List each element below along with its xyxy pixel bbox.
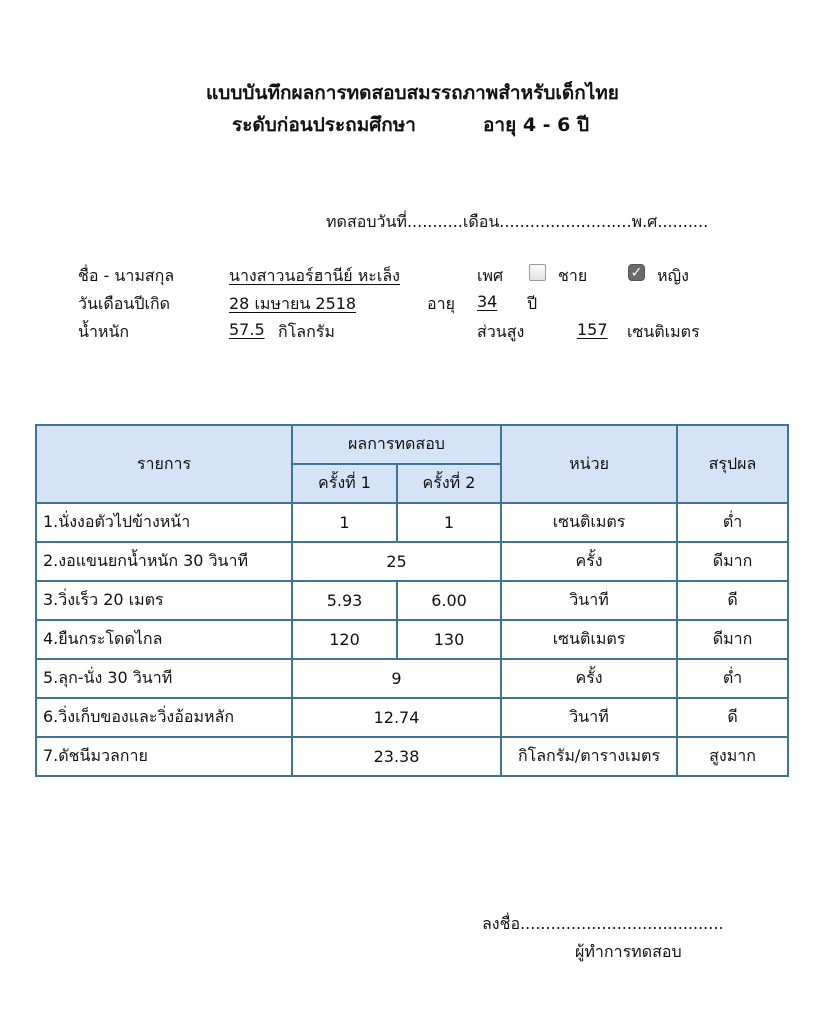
- table-row: [36, 542, 788, 581]
- row-summary: ดี: [677, 698, 788, 737]
- row-unit: วินาที: [501, 581, 677, 620]
- table-row: [36, 698, 788, 737]
- check-icon: ✓: [630, 265, 643, 281]
- female-label: หญิง: [657, 266, 689, 285]
- table-row: [36, 503, 788, 542]
- row-unit: ครั้ง: [501, 659, 677, 698]
- row-item: 2.งอแขนยกน้ำหนัก 30 วินาที: [36, 542, 292, 581]
- height-value: 157: [577, 320, 608, 339]
- weight-label: น้ำหนัก: [78, 322, 130, 341]
- row-try-2: 130: [397, 620, 501, 659]
- table-row: [36, 737, 788, 776]
- row-item: 1.นั่งงอตัวไปข้างหน้า: [36, 503, 292, 542]
- row-summary: ต่ำ: [677, 659, 788, 698]
- row-try-1: 5.93: [292, 581, 397, 620]
- row-item: 3.วิ่งเร็ว 20 เมตร: [36, 581, 292, 620]
- header-result: ผลการทดสอบ: [292, 425, 501, 464]
- results-table: [35, 424, 789, 777]
- birth-label: วันเดือนปีเกิด: [78, 294, 171, 313]
- signature-line: ลงชื่อ........................................: [482, 914, 724, 933]
- row-try-2: 6.00: [397, 581, 501, 620]
- header-item: รายการ: [36, 425, 292, 503]
- age-value: 34: [477, 292, 498, 311]
- male-label: ชาย: [558, 266, 588, 285]
- level-subtitle: ระดับก่อนประถมศึกษา: [232, 114, 416, 136]
- row-item: 6.วิ่งเก็บของและวิ่งอ้อมหลัก: [36, 698, 292, 737]
- row-unit: ครั้ง: [501, 542, 677, 581]
- row-result: 25: [292, 542, 501, 581]
- row-summary: ดี: [677, 581, 788, 620]
- height-unit: เซนติเมตร: [627, 322, 700, 341]
- row-item: 7.ดัชนีมวลกาย: [36, 737, 292, 776]
- row-summary: สูงมาก: [677, 737, 788, 776]
- header-summary: สรุปผล: [677, 425, 788, 503]
- table-row: [36, 581, 788, 620]
- row-try-1: 1: [292, 503, 397, 542]
- header-unit: หน่วย: [501, 425, 677, 503]
- page-title: แบบบันทึกผลการทดสอบสมรรถภาพสำหรับเด็กไทย: [206, 82, 619, 104]
- row-unit: วินาที: [501, 698, 677, 737]
- row-unit: เซนติเมตร: [501, 620, 677, 659]
- table-row: [36, 620, 788, 659]
- height-label: ส่วนสูง: [477, 322, 525, 341]
- header-try-1: ครั้งที่ 1: [292, 464, 397, 503]
- row-try-1: 120: [292, 620, 397, 659]
- row-item: 5.ลุก-นั่ง 30 วินาที: [36, 659, 292, 698]
- weight-unit: กิโลกรัม: [278, 322, 335, 341]
- row-summary: ต่ำ: [677, 503, 788, 542]
- table-row: [36, 659, 788, 698]
- name-label: ชื่อ - นามสกุล: [78, 266, 175, 285]
- age-unit: ปี: [527, 294, 538, 313]
- row-item: 4.ยืนกระโดดไกล: [36, 620, 292, 659]
- birth-value: 28 เมษายน 2518: [229, 294, 357, 313]
- row-result: 9: [292, 659, 501, 698]
- age-range-subtitle: อายุ 4 - 6 ปี: [483, 114, 590, 136]
- row-result: 23.38: [292, 737, 501, 776]
- weight-value: 57.5: [229, 320, 265, 339]
- test-date-line: ทดสอบวันที่...........เดือน..........................พ.ศ..........: [326, 212, 709, 231]
- row-summary: ดีมาก: [677, 620, 788, 659]
- row-unit: กิโลกรัม/ตารางเมตร: [501, 737, 677, 776]
- tester-role: ผู้ทำการทดสอบ: [575, 942, 682, 961]
- row-summary: ดีมาก: [677, 542, 788, 581]
- sex-label: เพศ: [477, 266, 504, 285]
- age-label: อายุ: [427, 294, 455, 313]
- name-value: นางสาวนอร์ฮานีย์ หะเล็ง: [229, 266, 400, 285]
- row-try-2: 1: [397, 503, 501, 542]
- header-try-2: ครั้งที่ 2: [397, 464, 501, 503]
- male-checkbox[interactable]: [529, 264, 546, 281]
- female-checkbox[interactable]: [628, 264, 645, 281]
- row-unit: เซนติเมตร: [501, 503, 677, 542]
- row-result: 12.74: [292, 698, 501, 737]
